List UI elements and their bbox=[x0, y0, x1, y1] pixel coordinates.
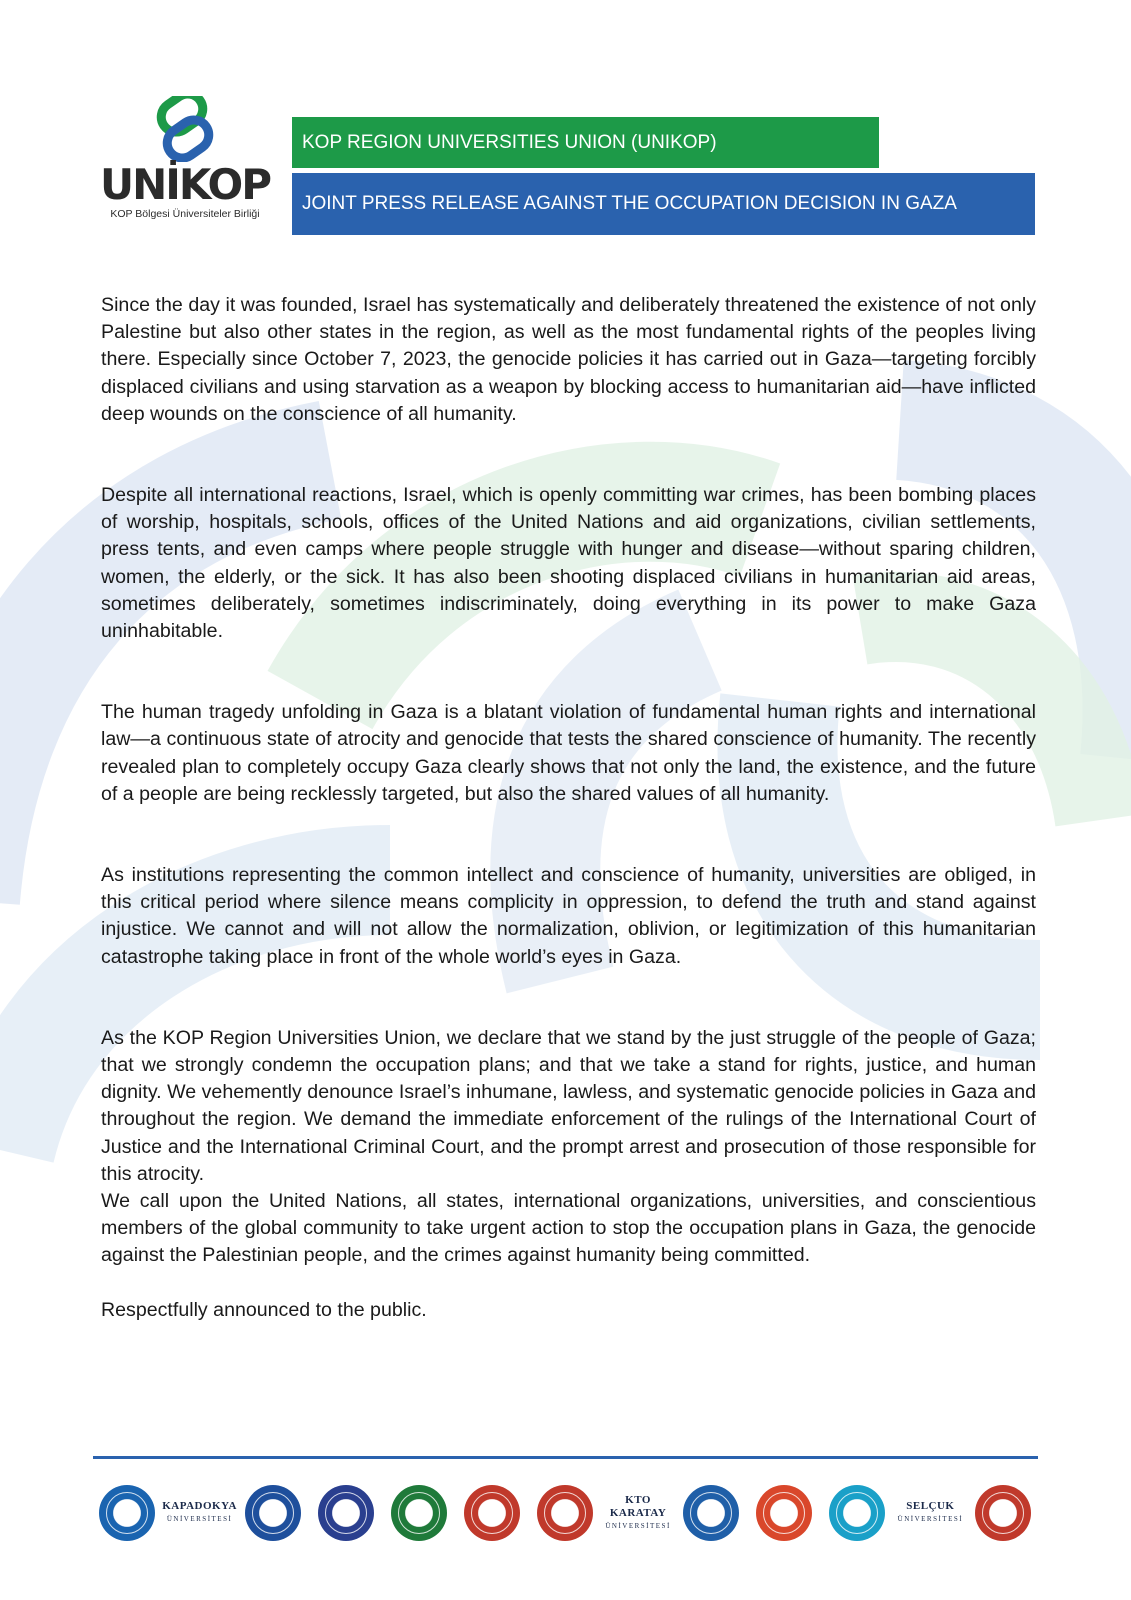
unikop-emblem-icon bbox=[100, 96, 270, 162]
university-seal-icon bbox=[975, 1485, 1031, 1541]
university-logo bbox=[163, 1478, 236, 1548]
wordmark-subline: ÜNİVERSİTESİ bbox=[166, 1515, 233, 1523]
wordmark-line: SELÇUK bbox=[906, 1500, 955, 1512]
organization-banner bbox=[292, 117, 879, 168]
document-title: JOINT PRESS RELEASE AGAINST THE OCCUPATION DECISION IN GAZA bbox=[302, 193, 957, 214]
wordmark-subline: ÜNİVERSİTESİ bbox=[897, 1515, 964, 1523]
logo-subtitle: KOP Bölgesi Üniversiteler Birliği bbox=[110, 208, 260, 220]
university-logo bbox=[455, 1478, 528, 1548]
unikop-logo bbox=[100, 96, 270, 228]
university-seal-icon bbox=[99, 1485, 155, 1541]
university-logo bbox=[821, 1478, 894, 1548]
paragraph: As the KOP Region Universities Union, we declare that we stand by the just struggle of the people of Gaza; that we strongly condemn the occupation plans; and that we take a stand for rights, justice, and human dignity. We vehemently denounce Israel’s inhumane, lawless, and systematic genocide policies in Gaza and throughout the region. We demand the immediate enforcement of the rulings of the International Court of Justice and the International Criminal Court, and the prompt arrest and prosecution of those responsible for this atrocity. bbox=[101, 1026, 1036, 1185]
footer-divider bbox=[93, 1456, 1038, 1459]
press-release-body bbox=[101, 292, 1036, 1324]
wordmark-subline: ÜNİVERSİTESİ bbox=[605, 1521, 671, 1530]
university-seal-icon bbox=[318, 1485, 374, 1541]
university-seal-icon bbox=[537, 1485, 593, 1541]
university-wordmark bbox=[898, 1500, 963, 1526]
university-logo bbox=[967, 1478, 1040, 1548]
wordmark-line: KAPADOKYA bbox=[162, 1500, 237, 1512]
university-logo bbox=[528, 1478, 601, 1548]
paragraph: We call upon the United Nations, all states, international organizations, universities, and conscientious members of the global community to take urgent action to stop the occupation plans in Gaza, the genocide against the Palestinian people, and the crimes against humanity being committed. bbox=[101, 1190, 1036, 1267]
university-wordmark bbox=[162, 1500, 237, 1526]
university-logos-row bbox=[90, 1478, 1040, 1548]
paragraph: Despite all international reactions, Israel, which is openly committing war crimes, has been bombing places of worship, hospitals, schools, offices of the United Nations and aid organizations, civilian settlements, press tents, and even camps where people struggle with hunger and disease—without sparing children, women, the elderly, or the sick. It has also been shooting displaced civilians in humanitarian aid areas, sometimes deliberately, sometimes indiscriminately, doing everything in its power to make Gaza uninhabitable. bbox=[101, 484, 1036, 643]
university-logo bbox=[748, 1478, 821, 1548]
university-logo bbox=[894, 1478, 967, 1548]
wordmark-line: KTO KARATAY bbox=[609, 1493, 667, 1519]
university-seal-icon bbox=[391, 1485, 447, 1541]
paragraph: Since the day it was founded, Israel has systematically and deliberately threatened the existence of not only Palestine but also other states in the region, as well as the most fundamental rights of the peoples living there. Especially since October 7, 2023, the genocide policies it has carried out in Gaza—targeting forcibly displaced civilians and using starvation as a weapon by blocking access to humanitarian aid—have inflicted deep wounds on the conscience of all humanity. bbox=[101, 294, 1036, 425]
university-wordmark bbox=[602, 1494, 675, 1533]
paragraph: The human tragedy unfolding in Gaza is a blatant violation of fundamental human rights and international law—a continuous state of atrocity and genocide that tests the shared conscience of humanity. The recently revealed plan to completely occupy Gaza clearly shows that not only the land, the existence, and the future of a people are being recklessly targeted, but also the shared values of all humanity. bbox=[101, 701, 1036, 805]
university-logo bbox=[675, 1478, 748, 1548]
paragraph: As institutions representing the common intellect and conscience of humanity, universities are obliged, in this critical period where silence means complicity in oppression, to defend the truth and stand against injustice. We cannot and will not allow the normalization, oblivion, or legitimization of this humanitarian catastrophe taking place in front of the whole world’s eyes in Gaza. bbox=[101, 864, 1036, 968]
closing-line: Respectfully announced to the public. bbox=[101, 1298, 427, 1321]
organization-name: KOP REGION UNIVERSITIES UNION (UNIKOP) bbox=[302, 131, 717, 153]
title-banner bbox=[292, 173, 1035, 235]
university-logo bbox=[90, 1478, 163, 1548]
university-seal-icon bbox=[756, 1485, 812, 1541]
logo-wordmark: UNİKOP bbox=[100, 160, 271, 209]
university-logo bbox=[236, 1478, 309, 1548]
university-seal-icon bbox=[683, 1485, 739, 1541]
university-logo bbox=[309, 1478, 382, 1548]
university-logo bbox=[382, 1478, 455, 1548]
university-seal-icon bbox=[464, 1485, 520, 1541]
university-logo bbox=[602, 1478, 675, 1548]
university-seal-icon bbox=[245, 1485, 301, 1541]
university-seal-icon bbox=[829, 1485, 885, 1541]
